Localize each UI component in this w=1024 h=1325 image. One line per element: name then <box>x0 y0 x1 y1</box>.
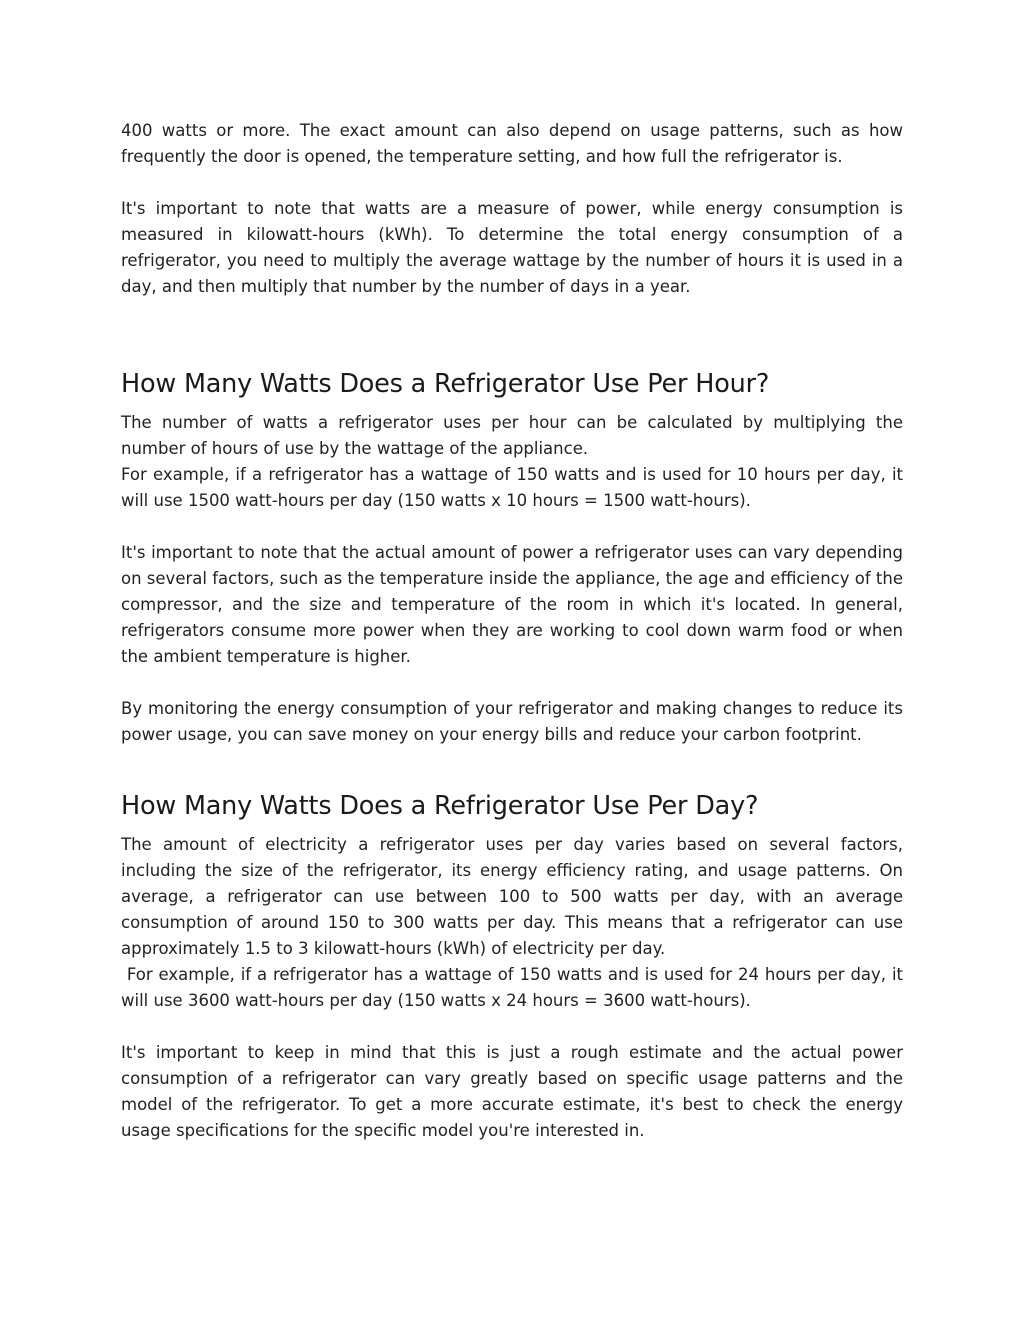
heading-per-day: How Many Watts Does a Refrigerator Use Per Day? <box>121 791 759 821</box>
intro-paragraph-2: It's important to note that watts are a measure of power, while energy consumption is measured in kilowatt-hours (kWh). To determine the total energy consumption of a refrigerator, you need to multiply the average wattage by the number of hours it is used in a day, and then multiply that number by the number of days in a year. <box>121 199 903 296</box>
per-hour-paragraph-2: For example, if a refrigerator has a wattage of 150 watts and is used for 10 hours per day, it will use 1500 watt-hours per day (150 watts x 10 hours = 1500 watt-hours). <box>121 465 903 510</box>
per-day-paragraph-3: It's important to keep in mind that this is just a rough estimate and the actual power consumption of a refrigerator can vary greatly based on specific usage patterns and the model of the refrigerator. To get a more accurate estimate, it's best to check the energy usage specifications for the specific model you're interested in. <box>121 1043 903 1140</box>
spacer <box>121 774 903 788</box>
per-hour-paragraph-3: It's important to note that the actual amount of power a refrigerator uses can vary depending on several factors, such as the temperature inside the appliance, the age and efficiency of the compressor, and the size and temperature of the room in which it's located. In general, refrigerators consume more power when they are working to cool down warm food or when the ambient temperature is higher. <box>121 543 903 666</box>
spacer <box>121 300 903 352</box>
document-page <box>121 118 909 1144</box>
spacer <box>121 352 903 366</box>
per-day-paragraph-1: The amount of electricity a refrigerator uses per day varies based on several factors, including the size of the refrigerator, its energy efficiency rating, and usage patterns. On average, a refrigerator can use between 100 to 500 watts per day, with an average consumption of around 150 to 300 watts per day. This means that a refrigerator can use approximately 1.5 to 3 kilowatt-hours (kWh) of electricity per day. <box>121 835 903 958</box>
intro-paragraph-1: 400 watts or more. The exact amount can also depend on usage patterns, such as how frequently the door is opened, the temperature setting, and how full the refrigerator is. <box>121 121 903 166</box>
spacer <box>121 170 903 196</box>
spacer <box>121 670 903 696</box>
spacer <box>121 748 903 774</box>
per-hour-paragraph-4: By monitoring the energy consumption of your refrigerator and making changes to reduce its power usage, you can save money on your energy bills and reduce your carbon footprint. <box>121 699 903 744</box>
heading-per-hour: How Many Watts Does a Refrigerator Use Per Hour? <box>121 369 770 399</box>
spacer <box>121 1014 903 1040</box>
spacer <box>121 514 903 540</box>
per-hour-paragraph-1: The number of watts a refrigerator uses per hour can be calculated by multiplying the number of hours of use by the wattage of the appliance. <box>121 413 903 458</box>
per-day-paragraph-2: For example, if a refrigerator has a wattage of 150 watts and is used for 24 hours per day, it will use 3600 watt-hours per day (150 watts x 24 hours = 3600 watt-hours). <box>121 965 909 1010</box>
spacer <box>121 824 903 832</box>
spacer <box>121 402 903 410</box>
